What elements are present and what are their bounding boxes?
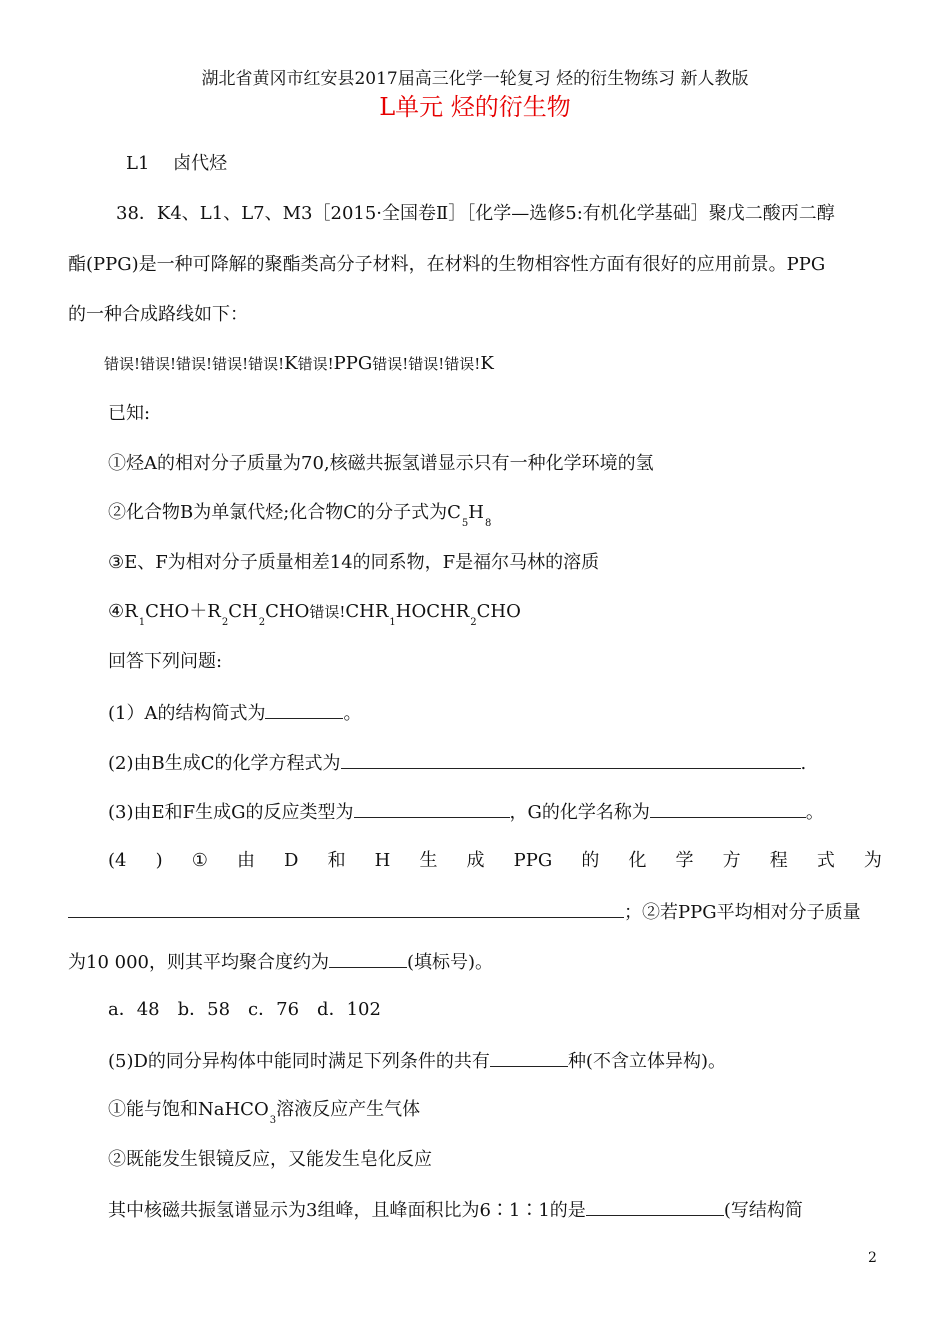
question-2 xyxy=(108,750,806,776)
question-text: (1）A的结构简式为 xyxy=(108,703,266,724)
section-heading: L1 卤代烃 xyxy=(126,153,228,174)
question-text: ，G的化学名称为 xyxy=(509,802,650,823)
question-text: 种(不含立体异构)。 xyxy=(567,1051,726,1072)
document-header: 湖北省黄冈市红安县2017届高三化学一轮复习 烃的衍生物练习 新人教版 xyxy=(201,69,749,89)
known-item-1: ①烃A的相对分子质量为70,核磁共振氢谱显示只有一种化学环境的氢 xyxy=(108,453,654,474)
word: H xyxy=(374,850,391,871)
question-5 xyxy=(108,1048,726,1074)
answer-blank[interactable] xyxy=(341,750,801,769)
question-text: (写结构简 xyxy=(723,1200,803,1221)
answer-label: 回答下列问题: xyxy=(108,651,223,672)
subscript: 2 xyxy=(221,617,229,628)
subscript: 8 xyxy=(484,518,492,529)
formula-part: CH xyxy=(228,601,258,622)
route-error-text: 错误!错误!错误! xyxy=(372,355,481,373)
q38-line3: 的一种合成路线如下： xyxy=(68,304,248,325)
subscript: 1 xyxy=(389,617,396,628)
word: 生 xyxy=(419,850,438,871)
word: (4 xyxy=(108,850,127,871)
formula-part: ④R xyxy=(108,601,138,622)
formula-part: CHO＋R xyxy=(145,601,221,622)
synthesis-route xyxy=(104,352,494,376)
known-item-2 xyxy=(108,501,491,528)
formula-part: CHR xyxy=(345,601,389,622)
answer-blank[interactable] xyxy=(650,799,806,818)
question-1 xyxy=(108,700,361,726)
route-ppg: PPG xyxy=(333,353,373,374)
unit-title: L单元 烃的衍生物 xyxy=(379,93,571,121)
word: 为 xyxy=(863,850,882,871)
answer-blank[interactable] xyxy=(329,949,407,968)
question-text: ①能与饱和NaHCO xyxy=(108,1099,269,1120)
word: 和 xyxy=(327,850,346,871)
route-k: K xyxy=(284,353,298,374)
answer-blank[interactable] xyxy=(265,700,343,719)
q38-line2: 酯(PPG)是一种可降解的聚酯类高分子材料，在材料的生物相容性方面有很好的应用前景。PPG xyxy=(68,254,826,275)
known-label: 已知: xyxy=(108,403,151,424)
q38-line1: 38．K4、L1、L7、M3［2015·全国卷Ⅱ］［化学—选修5:有机化学基础］聚戊二酸丙二醇 xyxy=(116,203,835,224)
word: 方 xyxy=(722,850,741,871)
route-error-text: 错误! xyxy=(297,355,334,373)
answer-blank[interactable] xyxy=(490,1048,568,1067)
subscript: 1 xyxy=(138,617,146,628)
question-text: 溶液反应产生气体 xyxy=(276,1099,421,1120)
word: 的 xyxy=(581,850,600,871)
word: 学 xyxy=(675,850,694,871)
question-text: 。 xyxy=(805,802,824,823)
question-text: ；②若PPG平均相对分子质量 xyxy=(624,902,861,923)
question-5-condition-1 xyxy=(108,1098,420,1125)
word: 成 xyxy=(466,850,485,871)
question-5-condition-2: ②既能发生银镜反应，又能发生皂化反应 xyxy=(108,1149,432,1170)
known-item-4 xyxy=(108,600,521,627)
error-text: 错误! xyxy=(309,603,346,621)
subscript: 3 xyxy=(269,1115,277,1126)
word: D xyxy=(284,850,299,871)
question-text: 为10 000，则其平均聚合度约为 xyxy=(68,952,329,973)
word: ① xyxy=(191,850,208,871)
word: 程 xyxy=(769,850,788,871)
subscript: 2 xyxy=(258,617,266,628)
known-item-3: ③E、F为相对分子质量相差14的同系物，F是福尔马林的溶质 xyxy=(108,552,600,573)
question-4-line1 xyxy=(108,849,882,873)
known-item-2-text: ②化合物B为单氯代烃;化合物C的分子式为 xyxy=(108,502,448,523)
subscript: 5 xyxy=(461,518,469,529)
question-text: . xyxy=(800,753,807,774)
question-text: (3)由E和F生成G的反应类型为 xyxy=(108,802,354,823)
answer-blank[interactable] xyxy=(354,799,510,818)
question-4-options: a．48 b．58 c．76 d．102 xyxy=(108,999,381,1020)
formula-part: HOCHR xyxy=(395,601,470,622)
question-text: 。 xyxy=(343,703,362,724)
question-3 xyxy=(108,799,824,825)
route-error-text: 错误!错误!错误!错误!错误! xyxy=(104,355,285,373)
word: ) xyxy=(155,850,163,871)
word: 式 xyxy=(816,850,835,871)
formula-part: CHO xyxy=(265,601,310,622)
question-text: (2)由B生成C的化学方程式为 xyxy=(108,753,341,774)
question-text: (5)D的同分异构体中能同时满足下列条件的共有 xyxy=(108,1051,490,1072)
question-4-line3 xyxy=(68,949,493,975)
formula-h: H xyxy=(468,502,484,523)
subscript: 2 xyxy=(470,617,477,628)
word: 由 xyxy=(236,850,255,871)
page-number: 2 xyxy=(868,1250,877,1266)
word: 化 xyxy=(628,850,647,871)
route-k: K xyxy=(480,353,494,374)
question-5-last xyxy=(108,1197,803,1223)
answer-blank[interactable] xyxy=(586,1197,724,1216)
question-text: 其中核磁共振氢谱显示为3组峰，且峰面积比为6∶1∶1的是 xyxy=(108,1200,586,1221)
formula-part: CHO xyxy=(476,601,521,622)
word: PPG xyxy=(513,850,553,871)
question-text: (填标号)。 xyxy=(406,952,494,973)
question-4-line2 xyxy=(68,899,861,925)
formula-c: C xyxy=(447,502,461,523)
answer-blank[interactable] xyxy=(68,899,624,918)
